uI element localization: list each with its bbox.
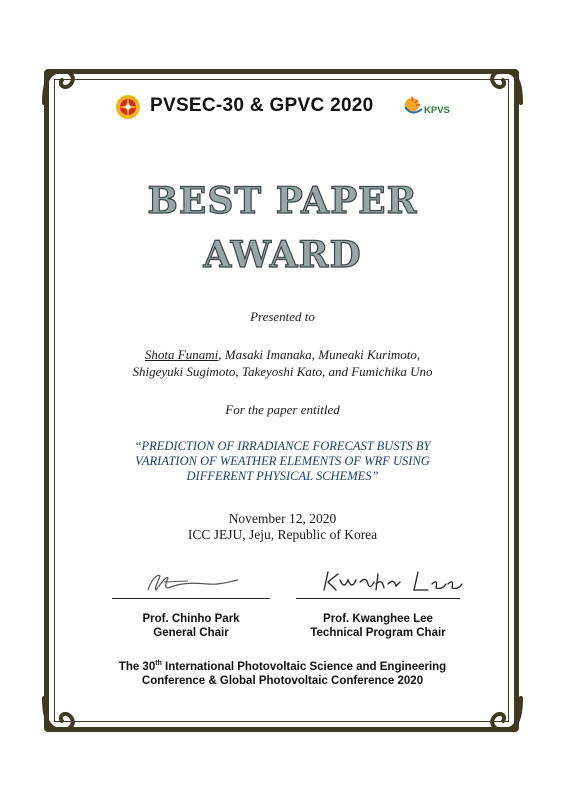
conference-title: PVSEC-30 & GPVC 2020 [150,95,374,116]
authors-line-1 [0,347,565,363]
footer-line-1-rest: International Photovoltaic Science and Engineering [161,660,447,673]
left-signer-name: Prof. Chinho Park [142,613,240,625]
award-title-line1: BEST PAPER [147,180,418,222]
award-venue: ICC JEJU, Jeju, Republic of Korea [187,527,378,542]
left-signature-line [112,598,270,599]
footer-line-1 [0,660,565,673]
corner-ornament-icon [481,692,527,738]
corner-ornament-icon [38,692,84,738]
award-title-line2: AWARD [203,234,362,276]
right-signature-line [296,598,460,599]
coauthors-line-1: , Masaki Imanaka, Muneaki Kurimoto, [218,347,421,362]
authors-line-2: Shigeyuki Sugimoto, Takeyoshi Kato, and Fumichika Uno [132,364,433,379]
footer-line-2: Conference & Global Photovoltaic Conference 2020 [141,675,424,687]
kpvs-logo-text: KPVS [424,105,450,116]
presented-to-label: Presented to [250,309,315,324]
pvsec-sun-logo-icon [114,93,142,121]
right-signature-icon [318,566,478,594]
paper-title-line-3: DIFFERENT PHYSICAL SCHEMES” [186,469,379,483]
paper-title-line-1: “PREDICTION OF IRRADIANCE FORECAST BUSTS BY [134,439,431,453]
right-signer-role: Technical Program Chair [310,627,446,639]
right-signer-name: Prof. Kwanghee Lee [323,613,433,625]
paper-entitled-label: For the paper entitled [225,402,340,417]
paper-title-line-2: VARIATION OF WEATHER ELEMENTS OF WRF USING [135,454,430,468]
left-signature-icon [118,568,278,596]
conference-header [0,93,565,123]
left-signer-role: General Chair [153,627,229,639]
award-date: November 12, 2020 [228,511,337,526]
recipient-name: Shota Funami [144,347,219,362]
footer-ordinal: th [155,660,162,667]
kpvs-logo-icon [402,95,452,121]
footer-prefix: The 30 [118,660,156,673]
